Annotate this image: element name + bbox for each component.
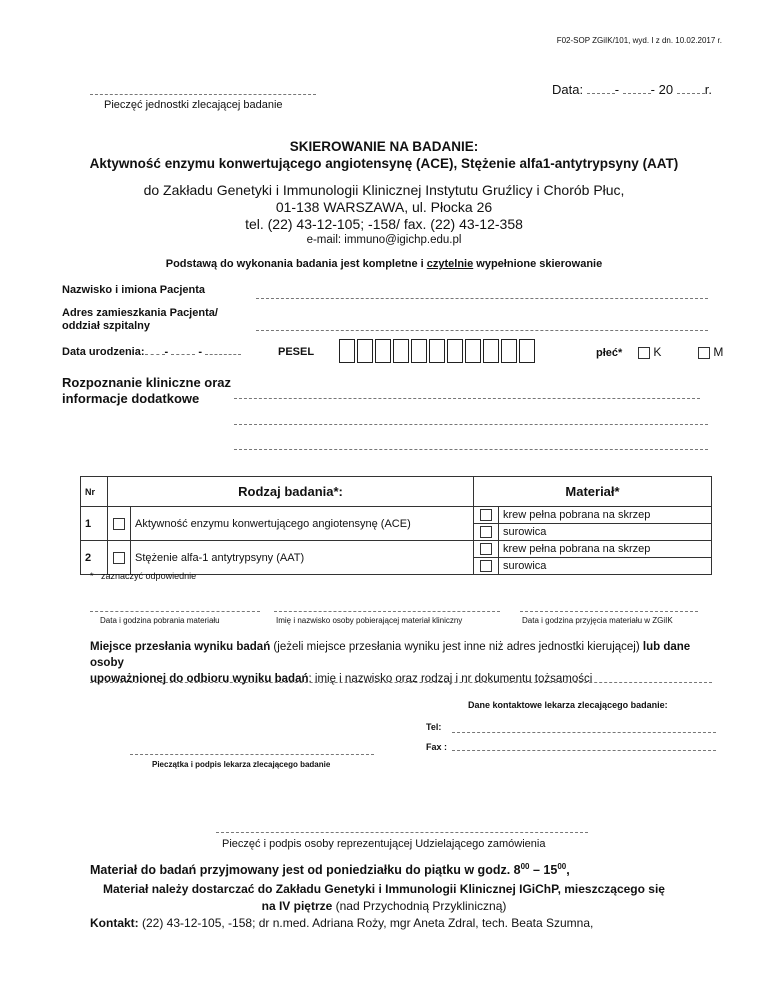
doctor-fax-field[interactable] xyxy=(452,750,716,751)
footnote-text: zaznaczyć odpowiednie xyxy=(101,571,197,581)
row-1-material-1-checkbox[interactable] xyxy=(480,509,492,521)
date-suffix: r. xyxy=(704,82,712,97)
patient-name-field[interactable] xyxy=(256,298,708,299)
sample-date-line[interactable] xyxy=(90,611,260,612)
pesel-digit-box[interactable] xyxy=(501,339,517,363)
basis-post: wypełnione skierowanie xyxy=(473,258,603,270)
diagnosis-field-3[interactable] xyxy=(234,449,708,450)
dob-day-blank[interactable] xyxy=(145,354,165,355)
footnote-star: * xyxy=(90,571,94,581)
document-code: F02-SOP ZGiIK/101, wyd. I z dn. 10.02.2017 r. xyxy=(556,36,722,45)
hours-post: , xyxy=(566,863,570,878)
footer-hours xyxy=(90,862,570,877)
row-1-nr: 1 xyxy=(81,507,108,541)
row-2-name: Stężenie alfa-1 antytrypsyny (AAT) xyxy=(131,541,474,575)
diagnosis-field-2[interactable] xyxy=(234,424,708,425)
footer-contact xyxy=(90,916,593,930)
stamp-label: Pieczęć jednostki zlecającej badanie xyxy=(104,99,283,111)
sex-k-checkbox[interactable] xyxy=(638,347,650,359)
address-line3: tel. (22) 43-12-105; -158/ fax. (22) 43-12-358 xyxy=(245,216,523,232)
sex-label: płeć* xyxy=(596,347,623,359)
pesel-digit-box[interactable] xyxy=(411,339,427,363)
row-1-material-1-select[interactable] xyxy=(474,507,499,524)
sex-k-label: K xyxy=(653,345,662,359)
footer-deliver-2 xyxy=(0,899,768,913)
sex-k-option[interactable] xyxy=(638,345,661,359)
email: e-mail: immuno@igichp.edu.pl xyxy=(306,234,462,246)
results-t1: (jeżeli miejsce przesłania wyniku jest inne niż adres jednostki kierującej) xyxy=(270,641,643,653)
patient-address-label-1: Adres zamieszkania Pacjenta/ xyxy=(62,307,218,319)
patient-address-field[interactable] xyxy=(256,330,708,331)
deliver-2b: na IV piętrze xyxy=(261,899,333,913)
title-line2: Aktywność enzymu konwertującego angiotensynę (ACE), Stężenie alfa1-antytrypsyny (AAT) xyxy=(89,156,679,171)
date-field[interactable] xyxy=(552,82,712,97)
pesel-digit-box[interactable] xyxy=(483,339,499,363)
diagnosis-label-2: informacje dodatkowe xyxy=(62,391,200,406)
study-table xyxy=(80,476,712,575)
hours-mid: – 15 xyxy=(529,863,558,878)
row-1-material-2: surowica xyxy=(499,524,712,541)
doctor-contact-header: Dane kontaktowe lekarza zlecającego badanie: xyxy=(468,700,668,710)
representative-label: Pieczęć i podpis osoby reprezentującej Udzielającego zamówienia xyxy=(222,838,546,850)
row-2-material-1: krew pełna pobrana na skrzep xyxy=(499,541,712,558)
date-year-prefix: - 20 xyxy=(650,82,674,97)
row-2-select[interactable] xyxy=(108,541,131,575)
date-prefix: Data: xyxy=(552,82,584,97)
sex-m-checkbox[interactable] xyxy=(698,347,710,359)
row-2-material-1-checkbox[interactable] xyxy=(480,543,492,555)
row-1-material-1: krew pełna pobrana na skrzep xyxy=(499,507,712,524)
row-2-nr: 2 xyxy=(81,541,108,575)
row-2-material-1-select[interactable] xyxy=(474,541,499,558)
doctor-stamp-label: Pieczątka i podpis lekarza zlecającego badanie xyxy=(152,760,331,769)
dob-field[interactable] xyxy=(62,346,241,358)
pesel-digit-box[interactable] xyxy=(393,339,409,363)
material-header: Materiał* xyxy=(474,477,712,507)
sex-m-option[interactable] xyxy=(698,345,723,359)
received-label: Data i godzina przyjęcia materiału w ZGiIK xyxy=(522,616,673,625)
date-year-blank[interactable] xyxy=(677,93,705,94)
results-b3: upoważnionej do odbioru wyniku badań xyxy=(90,673,309,685)
date-day-blank[interactable] xyxy=(587,93,615,94)
patient-name-label: Nazwisko i imiona Pacjenta xyxy=(62,284,206,296)
hours-sup2: 00 xyxy=(557,862,567,871)
pesel-digit-box[interactable] xyxy=(339,339,355,363)
contact-t: (22) 43-12-105, -158; dr n.med. Adriana Roży, mgr Aneta Zdral, tech. Beata Szumna, xyxy=(138,916,594,930)
pesel-digit-box[interactable] xyxy=(465,339,481,363)
doctor-stamp-line[interactable] xyxy=(130,754,374,755)
row-1-checkbox[interactable] xyxy=(113,518,125,530)
basis-pre: Podstawą do wykonania badania jest kompletne i xyxy=(165,258,427,270)
results-b1: Miejsce przesłania wyniku badań xyxy=(90,641,271,653)
address-line2: 01-138 WARSZAWA, ul. Płocka 26 xyxy=(275,199,493,215)
results-field[interactable] xyxy=(90,682,712,683)
doctor-tel-label: Tel: xyxy=(426,722,442,732)
row-2-material-2-select[interactable] xyxy=(474,558,499,575)
received-line[interactable] xyxy=(520,611,698,612)
doctor-fax-label: Fax : xyxy=(426,742,448,752)
row-1-name: Aktywność enzymu konwertującego angiotensynę (ACE) xyxy=(131,507,474,541)
contact-b: Kontakt: xyxy=(90,916,139,930)
footer-deliver-1: Materiał należy dostarczać do Zakładu Genetyki i Immunologii Klinicznej IGiChP, mieszczącego się xyxy=(103,882,665,896)
hours-pre: Materiał do badań przyjmowany jest od poniedziałku do piątku w godz. 8 xyxy=(90,863,521,878)
dob-sep-2: - xyxy=(198,346,202,358)
title-line1: SKIEROWANIE NA BADANIE: xyxy=(289,139,479,154)
diagnosis-field-1[interactable] xyxy=(234,398,700,399)
nr-header: Nr xyxy=(81,477,108,507)
pesel-digit-box[interactable] xyxy=(519,339,535,363)
dob-label: Data urodzenia: xyxy=(62,346,145,358)
stamp-line xyxy=(90,94,316,95)
sex-m-label: M xyxy=(713,345,724,359)
representative-line[interactable] xyxy=(216,832,588,833)
date-month-blank[interactable] xyxy=(623,93,651,94)
results-b2: lub dane osoby xyxy=(90,641,691,669)
basis-underlined: czytelnie xyxy=(426,258,474,270)
row-1-material-2-checkbox[interactable] xyxy=(480,526,492,538)
dob-month-blank[interactable] xyxy=(171,354,195,355)
pesel-label: PESEL xyxy=(278,346,315,358)
date-sep: - xyxy=(614,82,620,97)
deliver-2n: (nad Przychodnią Przykliniczną) xyxy=(332,899,507,913)
address-line1: do Zakładu Genetyki i Immunologii Klinicznej Instytutu Gruźlicy i Chorób Płuc, xyxy=(143,182,625,198)
results-paragraph xyxy=(90,639,720,687)
basis-note xyxy=(0,258,768,270)
type-header: Rodzaj badania*: xyxy=(108,477,474,507)
dob-year-blank[interactable] xyxy=(205,354,241,355)
pesel-digit-box[interactable] xyxy=(447,339,463,363)
pesel-digit-box[interactable] xyxy=(429,339,445,363)
hours-sup1: 00 xyxy=(520,862,530,871)
pesel-digit-box[interactable] xyxy=(375,339,391,363)
footnote xyxy=(90,571,196,581)
patient-address-label-2: oddział szpitalny xyxy=(62,320,151,332)
pesel-digit-box[interactable] xyxy=(357,339,373,363)
dob-sep-1: - xyxy=(164,346,169,358)
collector-line[interactable] xyxy=(274,611,500,612)
row-2-checkbox[interactable] xyxy=(113,552,125,564)
row-1-material-2-select[interactable] xyxy=(474,524,499,541)
row-2-material-2-checkbox[interactable] xyxy=(480,560,492,572)
results-t2: : imię i nazwisko oraz rodzaj i nr dokumentu tożsamości xyxy=(308,673,593,685)
pesel-input[interactable] xyxy=(339,339,537,363)
doctor-tel-field[interactable] xyxy=(452,732,716,733)
collector-label: Imię i nazwisko osoby pobierającej materiał kliniczny xyxy=(276,616,463,625)
diagnosis-label-1: Rozpoznanie kliniczne oraz xyxy=(62,375,232,390)
sample-date-label: Data i godzina pobrania materiału xyxy=(100,616,220,625)
row-2-material-2: surowica xyxy=(499,558,712,575)
row-1-select[interactable] xyxy=(108,507,131,541)
